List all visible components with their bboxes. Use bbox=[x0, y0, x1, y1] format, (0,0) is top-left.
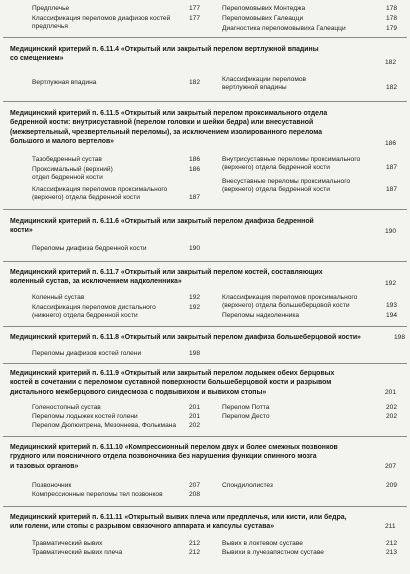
section-divider bbox=[3, 261, 407, 262]
toc-entry[interactable]: Позвоночник bbox=[32, 482, 72, 489]
page-number: 194 bbox=[386, 312, 398, 319]
section-page-number: 182 bbox=[385, 59, 397, 66]
page-number: 186 bbox=[189, 166, 201, 173]
page-number: 187 bbox=[386, 164, 398, 171]
section-page-number: 207 bbox=[385, 463, 397, 470]
toc-entry[interactable]: Перелом Дюпюитрена, Мезоннева, Фолькмана bbox=[32, 422, 177, 429]
toc-entry[interactable]: Проксимальный (верхний) отдел бедренной кости bbox=[32, 166, 113, 182]
page-number: 182 bbox=[189, 79, 201, 86]
page-number: 209 bbox=[386, 482, 398, 489]
section-page-number: 211 bbox=[385, 523, 396, 530]
page-number: 178 bbox=[386, 15, 398, 22]
toc-entry[interactable]: Тазобедренный сустав bbox=[32, 156, 102, 163]
toc-entry[interactable]: Классификация переломов проксимального (верхнего) отдела большеберцовой кости bbox=[222, 294, 358, 310]
page-number: 178 bbox=[386, 5, 398, 12]
toc-entry[interactable]: Переломовывих Монтеджа bbox=[222, 5, 306, 12]
page-number: 201 bbox=[189, 404, 201, 411]
toc-entry[interactable]: Переломовывих Галеацци bbox=[222, 15, 304, 22]
page-number: 186 bbox=[189, 156, 201, 163]
page-number: 202 bbox=[189, 422, 201, 429]
toc-entry[interactable]: Классификации переломов вертлужной впадины bbox=[222, 76, 307, 92]
page-number: 207 bbox=[189, 482, 201, 489]
page-number: 212 bbox=[189, 549, 201, 556]
page-number: 192 bbox=[189, 304, 201, 311]
section-divider bbox=[3, 37, 407, 38]
section-page-number: 190 bbox=[385, 228, 397, 235]
toc-entry[interactable]: Классификация переломов проксимального (верхнего) отдела бедренной кости bbox=[32, 186, 168, 202]
section-divider bbox=[3, 363, 407, 364]
toc-entry[interactable]: Переломы лодыжек костей голени bbox=[32, 413, 138, 420]
page-number: 177 bbox=[189, 5, 201, 12]
page-number: 193 bbox=[386, 302, 398, 309]
page-number: 179 bbox=[386, 25, 398, 32]
toc-entry[interactable]: Переломы надколенника bbox=[222, 312, 300, 319]
toc-entry[interactable]: Коленный сустав bbox=[32, 294, 85, 301]
page-number: 192 bbox=[189, 294, 201, 301]
toc-entry[interactable]: Травматический вывих bbox=[32, 540, 103, 547]
section-heading[interactable]: Медицинский критерий п. 6.11.8 «Открытый или закрытый перелом диафиза большеберцовой кости» bbox=[10, 334, 361, 341]
page-number: 187 bbox=[189, 194, 201, 201]
toc-entry[interactable]: Диагностика переломовывиха Галеацци bbox=[222, 25, 346, 32]
section-heading[interactable]: Медицинский критерий п. 6.11.6 «Открытый или закрытый перелом диафиза бедренной кости» bbox=[10, 218, 314, 235]
toc-entry[interactable]: Классификация переломов дистального (нижнего) отдела бедренной кости bbox=[32, 304, 156, 320]
section-heading[interactable]: Медицинский критерий п. 6.11.7 «Открытый или закрытый перелом костей, составляющих коленный сустав, за исключением надколенника» bbox=[10, 269, 323, 286]
section-divider bbox=[3, 326, 407, 327]
toc-entry[interactable]: Предплечье bbox=[32, 5, 70, 12]
toc-entry[interactable]: Перелом Десто bbox=[222, 413, 270, 420]
page-number: 187 bbox=[386, 186, 398, 193]
toc-entry[interactable]: Вертлужная впадина bbox=[32, 79, 97, 86]
page-number: 202 bbox=[386, 404, 398, 411]
toc-entry[interactable]: Переломы диафиза бедренной кости bbox=[32, 245, 147, 252]
section-divider bbox=[3, 101, 407, 102]
section-heading[interactable]: Медицинский критерий п. 6.11.11 «Открытый вывих плеча или предплечья, или кисти, или бедра, или голени, или стопы с разрывом связочного аппарата и капсулы сустава» bbox=[10, 514, 347, 531]
page-number: 213 bbox=[386, 549, 398, 556]
section-heading[interactable]: Медицинский критерий п. 6.11.5 «Открытый или закрытый перелом проксимального отдела бедренной кости: внутрисуставной (перелом головки и шейки бедра) или внесуставной (межвертельный, чрезвертельный переломы), за исключением изолированного перелома большого и малого вертелов» bbox=[10, 110, 328, 146]
section-divider bbox=[3, 506, 407, 507]
toc-entry[interactable]: Переломы диафизов костей голени bbox=[32, 350, 142, 357]
section-page-number: 192 bbox=[385, 280, 397, 287]
section-page-number: 201 bbox=[385, 389, 397, 396]
page-number: 182 bbox=[386, 84, 398, 91]
toc-entry[interactable]: Вывих в локтевом суставе bbox=[222, 540, 303, 547]
section-page-number: 198 bbox=[394, 334, 406, 341]
toc-entry[interactable]: Перелом Потта bbox=[222, 404, 270, 411]
toc-entry[interactable]: Классификация переломов диафизов костей предплечья bbox=[32, 15, 171, 31]
toc-entry[interactable]: Спондилолистез bbox=[222, 482, 273, 489]
section-divider bbox=[3, 209, 407, 210]
section-page-number: 186 bbox=[385, 140, 397, 147]
toc-entry[interactable]: Компрессионные переломы тел позвонков bbox=[32, 491, 163, 498]
page-number: 201 bbox=[189, 413, 201, 420]
toc-entry[interactable]: Травматический вывих плеча bbox=[32, 549, 123, 556]
page-number: 212 bbox=[386, 540, 398, 547]
page-number: 177 bbox=[189, 15, 201, 22]
toc-entry[interactable]: Внутрисуставные переломы проксимального (верхнего) отдела бедренной кости bbox=[222, 156, 361, 172]
section-heading[interactable]: Медицинский критерий п. 6.11.9 «Открытый или закрытый перелом лодыжек обеих берцовых костей в сочетании с переломом суставной поверхности большеберцовой кости и разрывом дистального межберцового синдесмоза с подвывихом и вывихом стопы» bbox=[10, 370, 335, 396]
page-number: 208 bbox=[189, 491, 201, 498]
toc-entry[interactable]: Вывихи в лучезапястном суставе bbox=[222, 549, 324, 556]
section-heading[interactable]: Медицинский критерий п. 6.11.10 «Компрессионный перелом двух и более смежных позвонков грудного или поясничного отдела позвоночника без нарушения функции спинного мозга и тазовых органов» bbox=[10, 444, 338, 470]
page-number: 202 bbox=[386, 413, 398, 420]
toc-entry[interactable]: Голеностопный сустав bbox=[32, 404, 101, 411]
page-number: 190 bbox=[189, 245, 201, 252]
page-number: 198 bbox=[189, 350, 201, 357]
section-divider bbox=[3, 436, 407, 437]
page-number: 212 bbox=[189, 540, 201, 547]
toc-entry[interactable]: Внесуставные переломы проксимального (верхнего) отдела бедренной кости bbox=[222, 178, 351, 194]
section-heading[interactable]: Медицинский критерий п. 6.11.4 «Открытый или закрытый перелом вертлужной впадины со смещением» bbox=[10, 46, 319, 63]
